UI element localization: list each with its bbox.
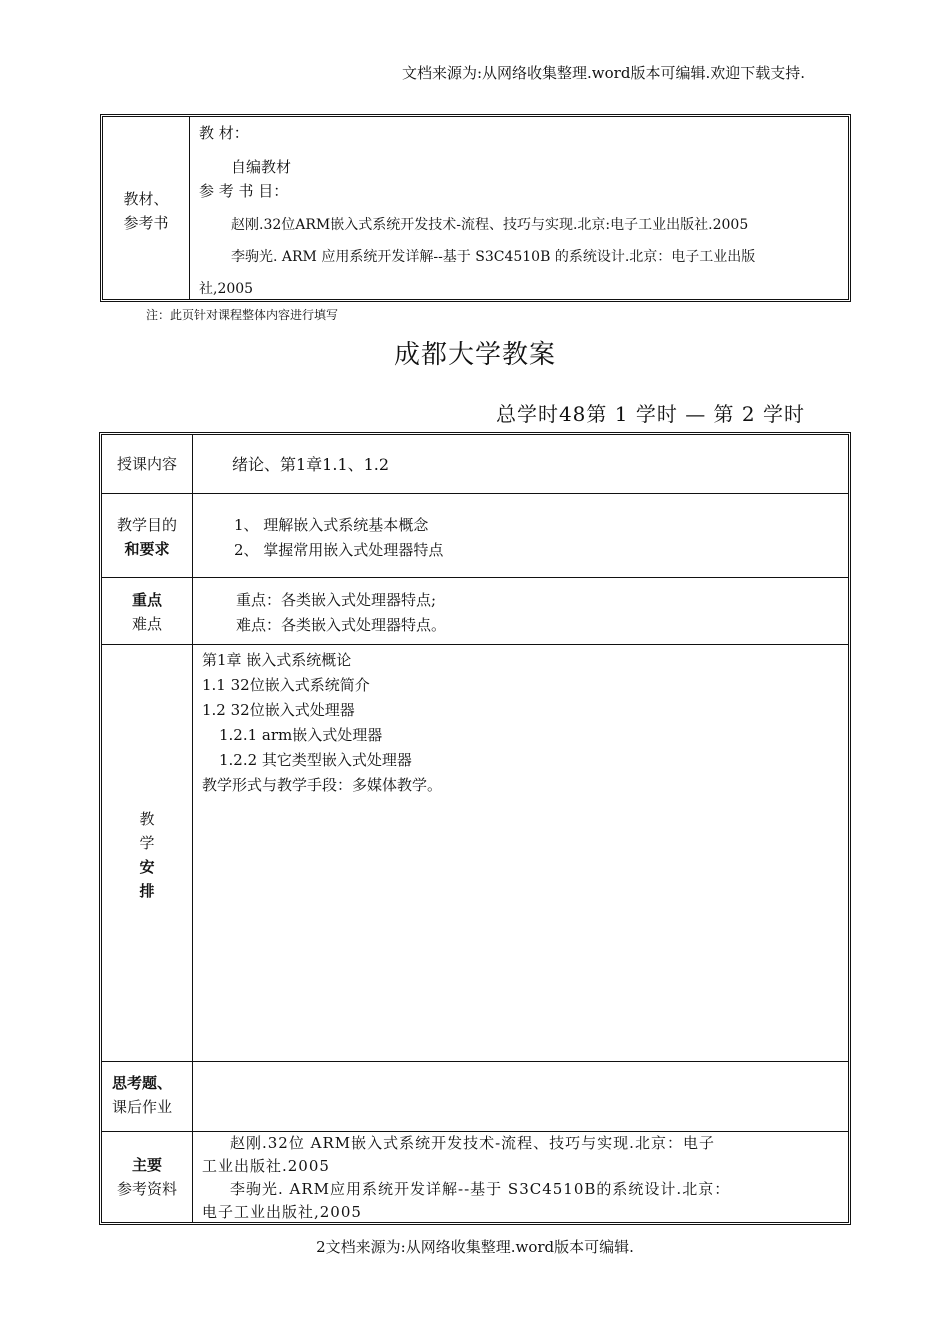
arrange-label-char: 排 [139, 882, 155, 900]
textbook-label [103, 117, 189, 299]
refs-label [102, 1153, 192, 1201]
arrange-label [102, 807, 192, 903]
textbook-label-line1: 教材、 [123, 190, 169, 208]
key-points [236, 588, 446, 638]
page-title: 成都大学教案 [393, 340, 556, 370]
refs-content [202, 1132, 730, 1224]
key-label [102, 588, 192, 636]
arrange-line: 1.2 32位嵌入式处理器 [202, 701, 355, 719]
homework-label-line1: 思考题、 [112, 1074, 173, 1092]
content-label [102, 452, 192, 476]
arrange-line: 教学形式与教学手段：多媒体教学。 [202, 776, 443, 794]
goal-label [102, 513, 192, 561]
textbook-name: 自编教材 [231, 158, 292, 176]
reference-2-line1: 李驹光. ARM 应用系统开发详解--基于 S3C4510B 的系统设计.北京：电子工业出版 [231, 249, 756, 265]
arrange-line: 1.1 32位嵌入式系统简介 [202, 676, 370, 694]
hours-line: 总学时48第 1 学时 — 第 2 学时 [495, 402, 805, 426]
reference-heading: 参 考 书 目： [199, 182, 289, 200]
arrange-label-char: 安 [139, 858, 155, 876]
goal-item: 1、 理解嵌入式系统基本概念 [234, 516, 429, 534]
reference-2-line2: 社,2005 [199, 281, 254, 297]
arrange-label-char: 学 [139, 834, 155, 852]
goal-list [234, 513, 443, 563]
page-header-note: 文档来源为:从网络收集整理.word版本可编辑.欢迎下载支持. [401, 64, 805, 82]
arrange-line: 1.2.1 arm嵌入式处理器 [219, 726, 383, 744]
refs-line: 李驹光. ARM应用系统开发详解--基于 S3C4510B的系统设计.北京： [230, 1180, 731, 1198]
arrange-line: 第1章 嵌入式系统概论 [202, 651, 352, 669]
content-label-text: 授课内容 [116, 455, 177, 473]
refs-label-line2: 参考资料 [116, 1180, 177, 1198]
homework-label [102, 1071, 192, 1119]
homework-label-line2: 课后作业 [112, 1098, 173, 1116]
refs-line: 电子工业出版社,2005 [202, 1203, 362, 1221]
arrange-line: 1.2.2 其它类型嵌入式处理器 [219, 751, 412, 769]
refs-line: 赵刚.32位 ARM嵌入式系统开发技术-流程、技巧与实现.北京：电子 [230, 1134, 715, 1152]
goal-label-line1: 教学目的 [116, 516, 177, 534]
content-value: 绪论、第1章1.1、1.2 [232, 455, 390, 474]
key-point: 重点：各类嵌入式处理器特点; [236, 591, 437, 609]
textbook-label-line2: 参考书 [123, 214, 169, 232]
reference-1: 赵刚.32位ARM嵌入式系统开发技术-流程、技巧与实现.北京:电子工业出版社.2005 [231, 217, 749, 233]
page-footer-note: 2文档来源为:从网络收集整理.word版本可编辑. [316, 1238, 634, 1256]
arrange-label-char: 教 [139, 810, 155, 828]
refs-line: 工业出版社.2005 [202, 1157, 330, 1175]
key-label-line2: 难点 [131, 615, 162, 633]
goal-item: 2、 掌握常用嵌入式处理器特点 [234, 541, 444, 559]
lesson-plan-table [99, 432, 851, 1225]
fill-note: 注：此页针对课程整体内容进行填写 [146, 308, 339, 322]
textbook-table [100, 114, 851, 302]
arrange-content [202, 648, 442, 798]
refs-label-line1: 主要 [131, 1156, 162, 1174]
key-label-line1: 重点 [131, 591, 162, 609]
textbook-heading: 教 材： [199, 124, 249, 142]
difficult-point: 难点：各类嵌入式处理器特点。 [236, 616, 447, 634]
goal-label-line2: 和要求 [124, 540, 170, 558]
